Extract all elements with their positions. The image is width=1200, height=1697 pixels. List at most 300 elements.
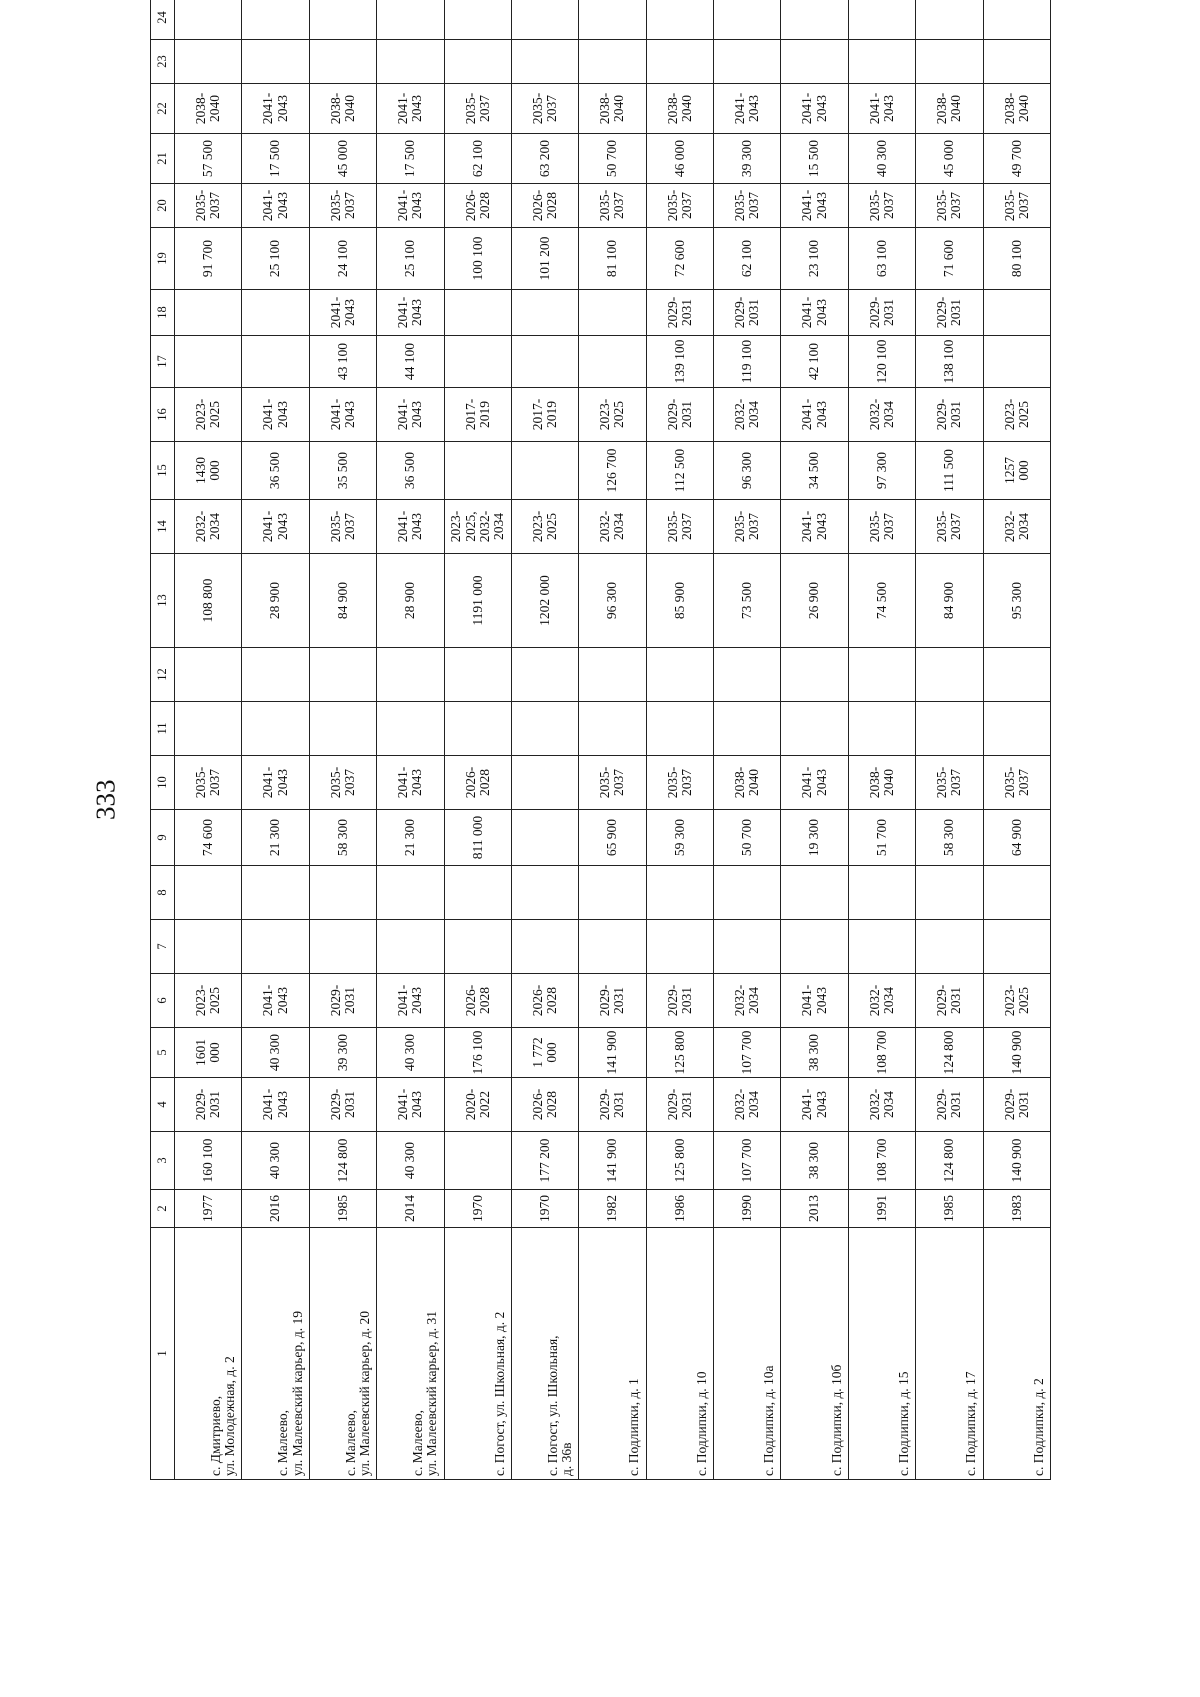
table-cell	[175, 920, 242, 974]
table-cell: 2038- 2040	[916, 84, 983, 134]
table-cell: 2035- 2037	[714, 500, 781, 554]
table-cell: 2023- 2025	[175, 974, 242, 1028]
table-cell: 1191 000	[444, 554, 511, 648]
table-cell: 107 700	[714, 1132, 781, 1190]
table-cell	[646, 648, 713, 702]
table-row	[377, 0, 444, 1480]
table-cell	[579, 0, 646, 40]
table-cell	[444, 0, 511, 40]
table-cell	[848, 920, 915, 974]
table-cell: 85 900	[646, 554, 713, 648]
table-cell: 1985	[309, 1190, 376, 1228]
table-cell: 111 500	[916, 442, 983, 500]
table-cell: 2035- 2037	[983, 184, 1050, 228]
table-cell: 2041- 2043	[242, 756, 309, 810]
table-cell: 38 300	[781, 1132, 848, 1190]
table-cell: 1990	[714, 1190, 781, 1228]
table-cell	[511, 920, 578, 974]
table-cell	[444, 702, 511, 756]
column-number-19: 19	[151, 228, 175, 290]
table-cell	[309, 702, 376, 756]
table-cell: 2023- 2025	[175, 388, 242, 442]
table-cell	[444, 1132, 511, 1190]
table-cell: 97 300	[848, 442, 915, 500]
column-number-18: 18	[151, 290, 175, 336]
table-cell: 17 500	[242, 134, 309, 184]
table-cell: 1970	[511, 1190, 578, 1228]
table-cell: 2038- 2040	[646, 84, 713, 134]
address-cell: с. Подлипки, д. 10а	[714, 1228, 781, 1480]
table-cell	[175, 40, 242, 84]
table-cell: 2041- 2043	[781, 756, 848, 810]
column-number-13: 13	[151, 554, 175, 648]
table-cell: 2032- 2034	[848, 388, 915, 442]
table-cell: 108 700	[848, 1132, 915, 1190]
table-cell: 2029- 2031	[916, 974, 983, 1028]
table-cell: 2041- 2043	[242, 974, 309, 1028]
table-cell: 49 700	[983, 134, 1050, 184]
table-cell: 2032- 2034	[983, 500, 1050, 554]
table-cell: 1982	[579, 1190, 646, 1228]
table-cell: 74 500	[848, 554, 915, 648]
table-cell: 2026- 2028	[444, 184, 511, 228]
table-row	[242, 0, 309, 1480]
table-cell: 2035- 2037	[848, 184, 915, 228]
table-cell: 2016	[242, 1190, 309, 1228]
table-cell: 2041- 2043	[781, 84, 848, 134]
table-cell	[511, 756, 578, 810]
table-cell: 2035- 2037	[309, 500, 376, 554]
table-cell: 25 100	[242, 228, 309, 290]
table-cell: 2029- 2031	[983, 1078, 1050, 1132]
table-cell: 2041- 2043	[377, 500, 444, 554]
table-cell: 40 300	[242, 1132, 309, 1190]
table-cell: 2041- 2043	[781, 500, 848, 554]
table-cell: 58 300	[916, 810, 983, 866]
table-row	[983, 0, 1050, 1480]
table-cell: 2023- 2025	[511, 500, 578, 554]
table-cell: 2023- 2025	[983, 974, 1050, 1028]
table-cell: 39 300	[714, 134, 781, 184]
table-cell: 84 900	[916, 554, 983, 648]
table-cell: 2035- 2037	[646, 184, 713, 228]
table-cell: 120 100	[848, 336, 915, 388]
table-cell: 138 100	[916, 336, 983, 388]
table-cell: 2014	[377, 1190, 444, 1228]
table-cell: 65 900	[579, 810, 646, 866]
column-number-3: 3	[151, 1132, 175, 1190]
table-cell: 71 600	[916, 228, 983, 290]
table-cell: 45 000	[916, 134, 983, 184]
table-cell	[377, 866, 444, 920]
table-cell: 811 000	[444, 810, 511, 866]
table-cell	[377, 0, 444, 40]
table-cell: 23 100	[781, 228, 848, 290]
table-cell	[511, 648, 578, 702]
table-cell: 2020- 2022	[444, 1078, 511, 1132]
table-cell: 64 900	[983, 810, 1050, 866]
table-row	[175, 0, 242, 1480]
table-cell: 100 100	[444, 228, 511, 290]
table-cell: 2035- 2037	[579, 756, 646, 810]
table-cell	[511, 810, 578, 866]
table-cell: 1977	[175, 1190, 242, 1228]
table-cell: 59 300	[646, 810, 713, 866]
table-cell	[983, 40, 1050, 84]
table-cell	[444, 920, 511, 974]
capital-repair-schedule-table	[150, 0, 1051, 1480]
table-cell: 96 300	[579, 554, 646, 648]
table-cell: 2026- 2028	[511, 184, 578, 228]
address-cell: с. Подлипки, д. 10	[646, 1228, 713, 1480]
table-cell	[579, 866, 646, 920]
table-cell: 2029- 2031	[175, 1078, 242, 1132]
table-cell: 58 300	[309, 810, 376, 866]
table-row	[511, 0, 578, 1480]
table-row	[309, 0, 376, 1480]
table-cell	[983, 702, 1050, 756]
table-cell	[579, 702, 646, 756]
column-number-4: 4	[151, 1078, 175, 1132]
table-cell: 43 100	[309, 336, 376, 388]
table-cell: 2035- 2037	[511, 84, 578, 134]
table-cell: 2041- 2043	[781, 184, 848, 228]
table-cell: 40 300	[848, 134, 915, 184]
rotated-table-container	[150, 11, 1050, 1480]
table-cell: 2041- 2043	[781, 290, 848, 336]
table-cell: 2029- 2031	[916, 1078, 983, 1132]
address-cell: с. Погост, ул. Школьная, д. 2	[444, 1228, 511, 1480]
table-cell	[242, 0, 309, 40]
table-cell: 2017- 2019	[444, 388, 511, 442]
table-cell: 2035- 2037	[916, 756, 983, 810]
table-cell: 2029- 2031	[646, 974, 713, 1028]
column-number-10: 10	[151, 756, 175, 810]
table-row	[781, 0, 848, 1480]
table-cell: 15 500	[781, 134, 848, 184]
table-row	[646, 0, 713, 1480]
table-cell: 139 100	[646, 336, 713, 388]
table-cell	[444, 40, 511, 84]
table-cell	[444, 442, 511, 500]
table-cell: 2041- 2043	[242, 184, 309, 228]
table-cell: 2023- 2025	[579, 388, 646, 442]
table-cell: 24 100	[309, 228, 376, 290]
table-cell	[444, 290, 511, 336]
table-cell	[175, 336, 242, 388]
table-cell	[242, 336, 309, 388]
address-cell: с. Малеево, ул. Малеевский карьер, д. 31	[377, 1228, 444, 1480]
table-cell: 62 100	[714, 228, 781, 290]
table-cell: 91 700	[175, 228, 242, 290]
table-cell: 2041- 2043	[848, 84, 915, 134]
table-cell: 2041- 2043	[309, 388, 376, 442]
table-cell: 126 700	[579, 442, 646, 500]
table-cell: 125 800	[646, 1132, 713, 1190]
table-cell: 2038- 2040	[983, 84, 1050, 134]
column-number-5: 5	[151, 1028, 175, 1078]
table-cell: 177 200	[511, 1132, 578, 1190]
table-cell: 2029- 2031	[309, 974, 376, 1028]
table-cell: 124 800	[916, 1132, 983, 1190]
table-cell: 2038- 2040	[848, 756, 915, 810]
table-cell: 2026- 2028	[444, 756, 511, 810]
table-cell	[511, 866, 578, 920]
table-cell	[242, 290, 309, 336]
table-cell: 25 100	[377, 228, 444, 290]
table-cell: 101 200	[511, 228, 578, 290]
table-cell: 40 300	[242, 1028, 309, 1078]
table-cell: 28 900	[377, 554, 444, 648]
table-cell: 2026- 2028	[511, 974, 578, 1028]
table-cell: 2041- 2043	[309, 290, 376, 336]
table-cell	[444, 648, 511, 702]
table-cell	[916, 40, 983, 84]
table-cell	[579, 920, 646, 974]
table-cell: 2029- 2031	[579, 974, 646, 1028]
table-cell	[848, 40, 915, 84]
table-cell: 80 100	[983, 228, 1050, 290]
table-cell: 1970	[444, 1190, 511, 1228]
address-cell: с. Малеево, ул. Малеевский карьер, д. 19	[242, 1228, 309, 1480]
table-cell: 2035- 2037	[175, 184, 242, 228]
table-cell	[983, 920, 1050, 974]
table-cell: 40 300	[377, 1028, 444, 1078]
table-cell: 2035- 2037	[916, 500, 983, 554]
table-cell	[781, 648, 848, 702]
table-cell: 140 900	[983, 1028, 1050, 1078]
column-number-23: 23	[151, 40, 175, 84]
table-cell: 2032- 2034	[175, 500, 242, 554]
table-cell	[848, 0, 915, 40]
table-cell: 2035- 2037	[916, 184, 983, 228]
table-cell: 42 100	[781, 336, 848, 388]
table-cell	[916, 0, 983, 40]
header-row	[151, 0, 175, 1480]
table-cell	[714, 40, 781, 84]
table-cell	[175, 0, 242, 40]
table-cell: 2032- 2034	[714, 388, 781, 442]
address-cell: с. Подлипки, д. 15	[848, 1228, 915, 1480]
table-cell	[511, 290, 578, 336]
table-cell: 2032- 2034	[848, 1078, 915, 1132]
table-cell: 108 800	[175, 554, 242, 648]
table-cell: 2041- 2043	[377, 290, 444, 336]
table-cell	[983, 336, 1050, 388]
table-cell	[511, 702, 578, 756]
table-cell: 2023- 2025	[983, 388, 1050, 442]
table-cell	[916, 702, 983, 756]
table-cell: 2041- 2043	[242, 84, 309, 134]
table-cell	[242, 920, 309, 974]
table-cell	[714, 920, 781, 974]
table-cell: 35 500	[309, 442, 376, 500]
address-cell: с. Подлипки, д. 2	[983, 1228, 1050, 1480]
table-cell: 108 700	[848, 1028, 915, 1078]
table-cell	[377, 648, 444, 702]
table-cell	[242, 702, 309, 756]
table-cell: 2035- 2037	[444, 84, 511, 134]
table-cell: 2032- 2034	[579, 500, 646, 554]
table-cell: 1257 000	[983, 442, 1050, 500]
table-cell: 45 000	[309, 134, 376, 184]
table-cell: 1991	[848, 1190, 915, 1228]
table-row	[714, 0, 781, 1480]
table-cell	[175, 290, 242, 336]
table-cell: 39 300	[309, 1028, 376, 1078]
table-cell: 81 100	[579, 228, 646, 290]
column-number-22: 22	[151, 84, 175, 134]
column-number-1: 1	[151, 1228, 175, 1480]
table-cell: 119 100	[714, 336, 781, 388]
table-cell: 2041- 2043	[242, 1078, 309, 1132]
table-cell: 2038- 2040	[175, 84, 242, 134]
table-cell	[377, 702, 444, 756]
table-cell	[511, 0, 578, 40]
table-cell: 2035- 2037	[646, 756, 713, 810]
column-number-11: 11	[151, 702, 175, 756]
table-cell: 2041- 2043	[714, 84, 781, 134]
table-cell	[714, 702, 781, 756]
table-cell: 176 100	[444, 1028, 511, 1078]
column-number-20: 20	[151, 184, 175, 228]
table-cell: 96 300	[714, 442, 781, 500]
table-cell	[175, 648, 242, 702]
table-cell: 74 600	[175, 810, 242, 866]
table-cell: 2029- 2031	[646, 290, 713, 336]
column-number-7: 7	[151, 920, 175, 974]
table-cell: 141 900	[579, 1132, 646, 1190]
table-cell	[781, 40, 848, 84]
table-cell	[646, 702, 713, 756]
table-cell: 40 300	[377, 1132, 444, 1190]
table-cell	[579, 290, 646, 336]
table-cell	[579, 336, 646, 388]
table-cell	[646, 0, 713, 40]
table-cell: 2041- 2043	[781, 974, 848, 1028]
table-cell: 2029- 2031	[309, 1078, 376, 1132]
table-cell	[377, 40, 444, 84]
table-cell: 84 900	[309, 554, 376, 648]
address-cell: с. Малеево, ул. Малеевский карьер, д. 20	[309, 1228, 376, 1480]
table-cell	[983, 648, 1050, 702]
table-cell	[646, 920, 713, 974]
table-cell	[848, 866, 915, 920]
table-cell: 34 500	[781, 442, 848, 500]
table-cell: 2041- 2043	[377, 184, 444, 228]
table-cell: 26 900	[781, 554, 848, 648]
table-cell: 2029- 2031	[579, 1078, 646, 1132]
table-cell: 19 300	[781, 810, 848, 866]
table-cell	[983, 0, 1050, 40]
column-number-2: 2	[151, 1190, 175, 1228]
table-cell: 124 800	[916, 1028, 983, 1078]
table-cell: 72 600	[646, 228, 713, 290]
column-number-12: 12	[151, 648, 175, 702]
table-cell	[781, 920, 848, 974]
table-cell: 2029- 2031	[916, 388, 983, 442]
table-cell: 2038- 2040	[714, 756, 781, 810]
table-cell	[242, 866, 309, 920]
table-cell: 1430 000	[175, 442, 242, 500]
table-cell	[242, 40, 309, 84]
table-cell: 107 700	[714, 1028, 781, 1078]
table-cell: 51 700	[848, 810, 915, 866]
table-cell	[646, 866, 713, 920]
table-row	[848, 0, 915, 1480]
table-cell: 50 700	[579, 134, 646, 184]
table-cell	[646, 40, 713, 84]
address-cell: с. Дмитриево, ул. Молодежная, д. 2	[175, 1228, 242, 1480]
address-cell: с. Подлипки, д. 1	[579, 1228, 646, 1480]
column-number-16: 16	[151, 388, 175, 442]
column-number-14: 14	[151, 500, 175, 554]
table-cell: 38 300	[781, 1028, 848, 1078]
table-cell: 44 100	[377, 336, 444, 388]
table-cell: 2029- 2031	[848, 290, 915, 336]
table-cell: 2041- 2043	[781, 1078, 848, 1132]
table-cell	[781, 702, 848, 756]
table-cell: 50 700	[714, 810, 781, 866]
column-number-8: 8	[151, 866, 175, 920]
table-cell: 1202 000	[511, 554, 578, 648]
column-number-15: 15	[151, 442, 175, 500]
table-cell: 1601 000	[175, 1028, 242, 1078]
table-cell: 2026- 2028	[444, 974, 511, 1028]
page-number: 333	[90, 779, 121, 821]
table-cell: 160 100	[175, 1132, 242, 1190]
address-cell: с. Подлипки, д. 17	[916, 1228, 983, 1480]
table-cell: 2035- 2037	[646, 500, 713, 554]
table-cell	[916, 920, 983, 974]
table-row	[916, 0, 983, 1480]
table-cell: 2035- 2037	[309, 756, 376, 810]
table-cell: 2035- 2037	[848, 500, 915, 554]
table-cell: 2023- 2025, 2032- 2034	[444, 500, 511, 554]
table-cell	[781, 866, 848, 920]
table-cell: 2041- 2043	[242, 500, 309, 554]
column-number-17: 17	[151, 336, 175, 388]
table-cell: 2029- 2031	[646, 1078, 713, 1132]
table-cell	[309, 866, 376, 920]
table-row	[579, 0, 646, 1480]
table-cell	[714, 0, 781, 40]
table-cell: 63 200	[511, 134, 578, 184]
table-cell	[444, 866, 511, 920]
table-cell	[511, 442, 578, 500]
table-cell	[781, 0, 848, 40]
table-cell: 2035- 2037	[309, 184, 376, 228]
table-row	[444, 0, 511, 1480]
table-cell: 2035- 2037	[175, 756, 242, 810]
table-cell: 1 772 000	[511, 1028, 578, 1078]
table-cell: 21 300	[242, 810, 309, 866]
table-cell: 2032- 2034	[848, 974, 915, 1028]
column-number-9: 9	[151, 810, 175, 866]
table-cell	[714, 866, 781, 920]
table-cell: 2041- 2043	[377, 1078, 444, 1132]
table-cell: 36 500	[377, 442, 444, 500]
table-cell: 2026- 2028	[511, 1078, 578, 1132]
column-number-24: 24	[151, 0, 175, 40]
table-cell: 2038- 2040	[579, 84, 646, 134]
table-cell	[511, 336, 578, 388]
table-cell: 1985	[916, 1190, 983, 1228]
table-cell: 2017- 2019	[511, 388, 578, 442]
table-cell: 2013	[781, 1190, 848, 1228]
table-cell: 2041- 2043	[242, 388, 309, 442]
table-cell	[309, 920, 376, 974]
